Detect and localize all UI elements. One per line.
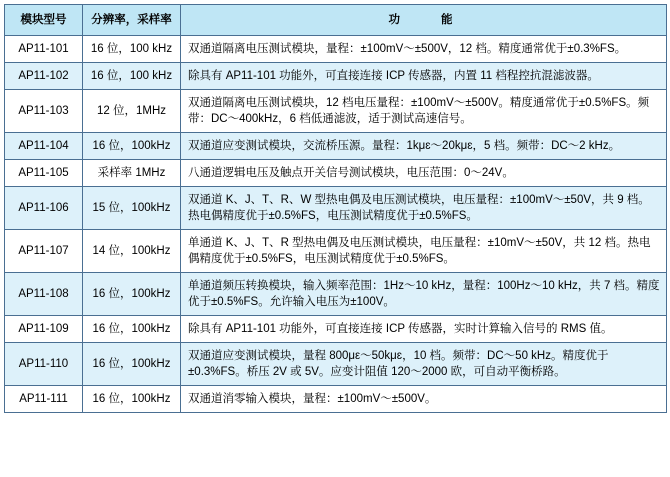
cell-function: 双通道应变测试模块，交流桥压源。量程：1kμɛ～20kμɛ，5 档。频带：DC～2 kHz。 [181,133,667,160]
table-row [5,316,667,343]
cell-rate: 16 位，100 kHz [83,36,181,63]
cell-function: 双通道隔离电压测试模块，量程：±100mV～±500V，12 档。精度通常优于±0.3%FS。 [181,36,667,63]
cell-rate: 12 位，1MHz [83,90,181,133]
cell-model: AP11-105 [5,160,83,187]
cell-rate: 16 位，100 kHz [83,63,181,90]
table-row [5,343,667,386]
cell-rate: 15 位，100kHz [83,187,181,230]
cell-function: 双通道消零输入模块，量程：±100mV～±500V。 [181,386,667,413]
cell-function: 单通道 K、J、T、R 型热电偶及电压测试模块，电压量程：±10mV～±50V，共 12 档。热电偶精度优于±0.5%FS，电压测试精度优于±0.5%FS。 [181,230,667,273]
cell-function: 双通道隔离电压测试模块，12 档电压量程：±100mV～±500V。精度通常优于±0.5%FS。频带：DC～400kHz，6 档低通滤波，适于测试高速信号。 [181,90,667,133]
cell-rate: 16 位，100kHz [83,133,181,160]
table-row [5,133,667,160]
column-header-model: 模块型号 [5,5,83,36]
table-row [5,386,667,413]
table-row [5,63,667,90]
cell-rate: 16 位，100kHz [83,386,181,413]
cell-function: 双通道 K、J、T、R、W 型热电偶及电压测试模块，电压量程：±100mV～±50V，共 9 档。热电偶精度优于±0.5%FS，电压测试精度优于±0.5%FS。 [181,187,667,230]
cell-model: AP11-106 [5,187,83,230]
cell-function: 双通道应变测试模块，量程 800με～50kμɛ，10 档。频带：DC～50 kHz。精度优于±0.3%FS。桥压 2V 或 5V。应变计阻值 120～2000 欧，可自动平衡桥路。 [181,343,667,386]
column-header-resolution-rate: 分辨率，采样率 [83,5,181,36]
cell-rate: 采样率 1MHz [83,160,181,187]
table-header-row [5,5,667,36]
cell-function: 八通道逻辑电压及触点开关信号测试模块，电压范围：0～24V。 [181,160,667,187]
table-row [5,160,667,187]
cell-rate: 16 位，100kHz [83,316,181,343]
table-row [5,187,667,230]
cell-model: AP11-101 [5,36,83,63]
cell-model: AP11-103 [5,90,83,133]
table-row [5,230,667,273]
cell-model: AP11-104 [5,133,83,160]
table-row [5,90,667,133]
cell-function: 除具有 AP11-101 功能外，可直接连接 ICP 传感器，实时计算输入信号的 RMS 值。 [181,316,667,343]
table-header [5,5,667,36]
table-row [5,273,667,316]
cell-model: AP11-107 [5,230,83,273]
table-body [5,36,667,413]
cell-function: 除具有 AP11-101 功能外，可直接连接 ICP 传感器，内置 11 档程控抗混滤波器。 [181,63,667,90]
table-row [5,36,667,63]
cell-rate: 16 位，100kHz [83,343,181,386]
cell-model: AP11-111 [5,386,83,413]
cell-model: AP11-109 [5,316,83,343]
module-spec-table [4,4,667,413]
cell-rate: 16 位，100kHz [83,273,181,316]
cell-model: AP11-110 [5,343,83,386]
cell-model: AP11-108 [5,273,83,316]
cell-model: AP11-102 [5,63,83,90]
column-header-function: 功 能 [181,5,667,36]
cell-rate: 14 位，100kHz [83,230,181,273]
cell-function: 单通道频压转换模块，输入频率范围：1Hz～10 kHz，量程：100Hz～10 kHz，共 7 档。精度优于±0.5%FS。允许输入电压为±100V。 [181,273,667,316]
